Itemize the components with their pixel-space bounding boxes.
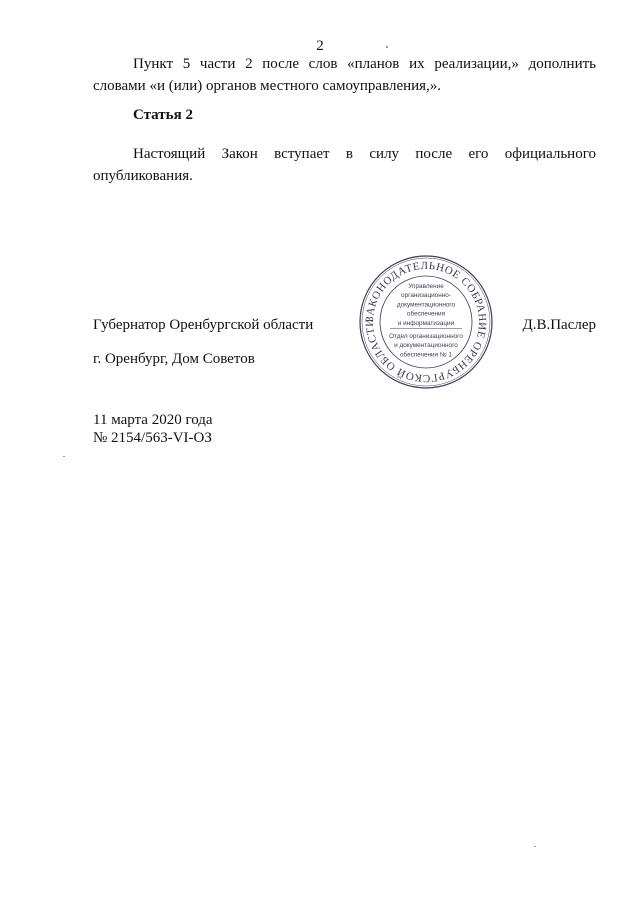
signatory-name: Д.В.Паслер bbox=[522, 317, 596, 333]
seal-ring-text: ЗАКОНОДАТЕЛЬНОЕ СОБРАНИЕ ОРЕНБУРГСКОЙ ОБЛАСТИ bbox=[363, 259, 489, 385]
signing-place: г. Оренбург, Дом Советов bbox=[93, 351, 255, 367]
scan-speck bbox=[386, 46, 388, 48]
paragraph-amendment: Пункт 5 части 2 после слов «планов их реализации,» дополнить словами «и (или) органов местного самоуправления,». bbox=[93, 56, 596, 94]
seal-inner-text-group bbox=[389, 283, 463, 358]
seal-inner-line: документационного bbox=[396, 301, 456, 309]
seal-inner-line: обеспечения № 1 bbox=[399, 351, 453, 359]
signatory-title: Губернатор Оренбургской области bbox=[93, 317, 314, 333]
seal-inner-line: и информатизации bbox=[397, 319, 455, 327]
seal-inner-line: Управление bbox=[408, 283, 444, 290]
article-heading: Статья 2 bbox=[133, 107, 193, 123]
scan-speck bbox=[534, 846, 536, 847]
scan-speck bbox=[63, 456, 65, 457]
seal-inner-line: обеспечения bbox=[406, 310, 446, 318]
seal-graphic bbox=[358, 254, 494, 390]
seal-inner-line: Отдел организационного bbox=[389, 333, 463, 340]
seal-inner-line: и документационного bbox=[394, 342, 458, 350]
document-number: № 2154/563-VI-ОЗ bbox=[93, 430, 212, 446]
document-date: 11 марта 2020 года bbox=[93, 412, 213, 428]
official-seal-stamp bbox=[358, 254, 494, 390]
seal-inner-line: организационно- bbox=[401, 292, 451, 300]
paragraph-effective-date: Настоящий Закон вступает в силу после его официального опубликования. bbox=[93, 146, 596, 184]
page-number: 2 bbox=[316, 38, 324, 54]
